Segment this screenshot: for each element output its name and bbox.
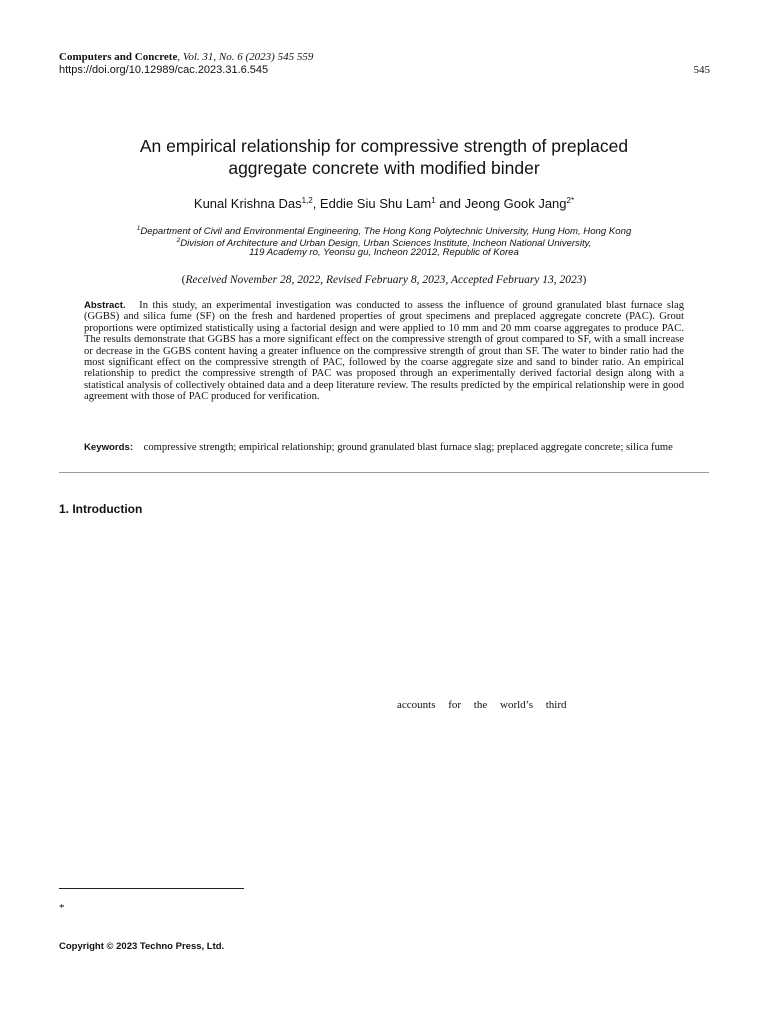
author-1: Kunal Krishna Das [193, 196, 302, 211]
doi-link[interactable]: https://doi.org/10.12989/cac.2023.31.6.545 [59, 64, 269, 76]
dates-text: Received November 28, 2022, Revised February 8, 2023, Accepted February 13, 2023 [185, 274, 583, 286]
dates-open-paren: ( [181, 274, 186, 286]
affiliation-1-text: Department of Civil and Environmental Engineering, The Hong Kong Polytechnic University, Hung Hom, Hong Kong [140, 226, 632, 237]
keywords [84, 442, 684, 454]
page-number: 545 [693, 64, 710, 76]
abstract-text: In this study, an experimental investigation was conducted to assess the influence of ground granulated blast furnace slag (GGBS) and silica fume (SF) on the fresh and hardened properties of grout specimens and preplaced aggregate concrete (PAC). Grout proportions were optimized statistically using a factorial design and were applied to 10 mm and 20 mm coarse aggregates to produce PAC. The results demonstrate that GGBS has a more significant effect on the compressive strength of grout compared to SF, with a small increase or decrease in the GGBS content having a greater influence on the compressive strength of grout than SF. The water to binder ratio had the most significant effect on the compressive strength of PAC, followed by the coarse aggregate size and sand to binder ratio. An empirical relationship to predict the compressive strength of PAC was proposed through an experimentally derived factorial design along with a statistical analysis of collectively obtained data and a deep literature review. The results predicted by the empirical relationship were in good agreement with those of PAC produced for verification. [84, 300, 684, 403]
introduction-text-fragment: accounts for the world’s third [397, 699, 567, 711]
author-3-affil: 2* [566, 196, 575, 205]
affiliation-2-marker: 2 [176, 237, 181, 244]
journal-citation [59, 51, 313, 64]
author-3: and Jeong Gook Jang [435, 196, 567, 211]
journal-name: Computers and Concrete [59, 51, 178, 63]
received-dates [60, 273, 708, 287]
affiliation-2-line-2: 119 Academy ro, Yeonsu gu, Incheon 22012, Republic of Korea [249, 247, 519, 258]
author-1-affil: 1,2 [301, 196, 313, 205]
footnote-divider [59, 888, 244, 889]
abstract [84, 300, 684, 403]
dates-close-paren: ) [582, 274, 587, 286]
section-divider [59, 472, 709, 473]
author-2-affil: 1 [431, 196, 436, 205]
author-2: , Eddie Siu Shu Lam [312, 196, 432, 211]
affiliation-1-marker: 1 [136, 225, 141, 232]
affiliation-2-text: Division of Architecture and Urban Design, Urban Sciences Institute, Incheon National University, [180, 238, 592, 249]
keywords-label: Keywords: [84, 442, 134, 453]
title-line-2: aggregate concrete with modified binder [228, 158, 540, 178]
volume-info: , Vol. 31, No. 6 (2023) 545 559 [177, 51, 314, 63]
keywords-text: compressive strength; empirical relationship; ground granulated blast furnace slag; preplaced aggregate concrete; silica fume [143, 442, 673, 453]
title-line-1: An empirical relationship for compressive strength of preplaced [139, 136, 629, 156]
author-list [60, 193, 708, 212]
paper-title [60, 135, 708, 179]
introduction-heading: 1. Introduction [59, 502, 143, 516]
footnote-marker: * [59, 902, 65, 914]
abstract-label: Abstract. [84, 300, 126, 311]
copyright-notice: Copyright © 2023 Techno Press, Ltd. [59, 941, 225, 952]
